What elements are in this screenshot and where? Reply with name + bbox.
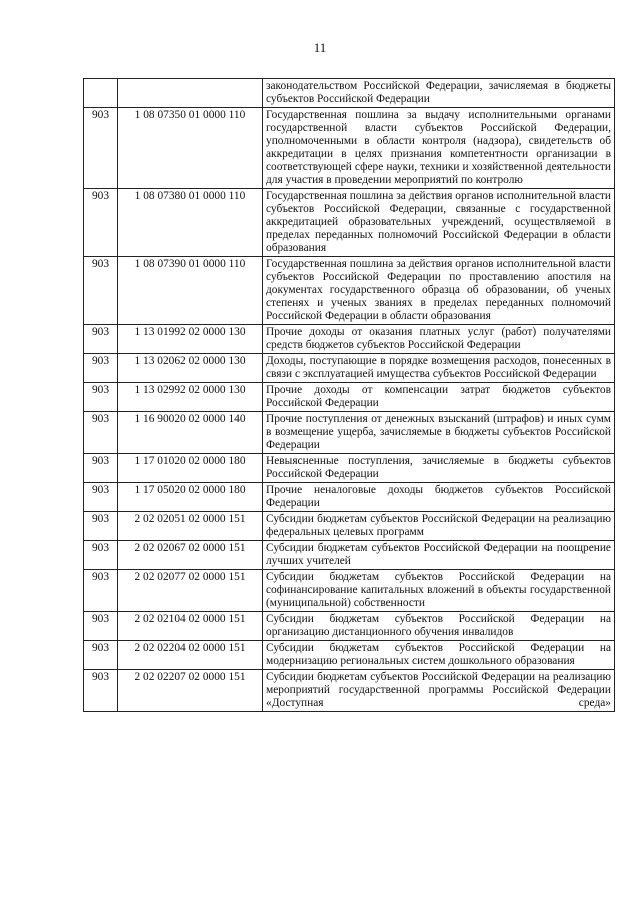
table-row bbox=[84, 570, 615, 612]
kbk-code-cell: 2 02 02207 02 0000 151 bbox=[118, 670, 263, 712]
admin-code-cell: 903 bbox=[84, 570, 118, 612]
table-row bbox=[84, 670, 615, 712]
admin-code-cell: 903 bbox=[84, 325, 118, 354]
kbk-code-cell: 1 17 05020 02 0000 180 bbox=[118, 483, 263, 512]
kbk-code-cell: 2 02 02104 02 0000 151 bbox=[118, 612, 263, 641]
description-cell: Субсидии бюджетам субъектов Российской Федерации на модернизацию региональных систем дошкольного образования bbox=[263, 641, 615, 670]
budget-revenue-table bbox=[83, 78, 615, 712]
description-cell: Государственная пошлина за выдачу исполнительными органами государственной власти субъектов Российской Федерации, уполномоченными в области контроля (надзора), свидетельств об аккредитации в целях признания компетентности организации в соответствующей сфере науки, техники и хозяйственной деятельности для участия в проведении мероприятий по контролю bbox=[263, 108, 615, 189]
admin-code-cell: 903 bbox=[84, 541, 118, 570]
description-cell: Субсидии бюджетам субъектов Российской Федерации на софинансирование капитальных вложений в объекты государственной (муниципальной) собственности bbox=[263, 570, 615, 612]
table-row bbox=[84, 108, 615, 189]
kbk-code-cell: 1 08 07390 01 0000 110 bbox=[118, 257, 263, 325]
description-cell: Прочие доходы от оказания платных услуг (работ) получателями средств бюджетов субъектов Российской Федерации bbox=[263, 325, 615, 354]
admin-code-cell: 903 bbox=[84, 383, 118, 412]
kbk-code-cell: 1 13 01992 02 0000 130 bbox=[118, 325, 263, 354]
kbk-code-cell: 1 16 90020 02 0000 140 bbox=[118, 412, 263, 454]
admin-code-cell: 903 bbox=[84, 354, 118, 383]
admin-code-cell: 903 bbox=[84, 512, 118, 541]
admin-code-cell: 903 bbox=[84, 641, 118, 670]
admin-code-cell bbox=[84, 79, 118, 108]
admin-code-cell: 903 bbox=[84, 257, 118, 325]
table-row bbox=[84, 257, 615, 325]
kbk-code-cell: 2 02 02051 02 0000 151 bbox=[118, 512, 263, 541]
admin-code-cell: 903 bbox=[84, 412, 118, 454]
table-row bbox=[84, 354, 615, 383]
table-row bbox=[84, 541, 615, 570]
kbk-code-cell: 2 02 02077 02 0000 151 bbox=[118, 570, 263, 612]
description-cell: Государственная пошлина за действия органов исполнительной власти субъектов Российской Федерации, связанные с государственной аккредитацией образовательных учреждений, осуществляемой в пределах переданных полномочий Российской Федерации в области образования bbox=[263, 189, 615, 257]
admin-code-cell: 903 bbox=[84, 612, 118, 641]
kbk-code-cell: 1 17 01020 02 0000 180 bbox=[118, 454, 263, 483]
table-row bbox=[84, 512, 615, 541]
kbk-code-cell: 2 02 02067 02 0000 151 bbox=[118, 541, 263, 570]
description-cell: Невыясненные поступления, зачисляемые в бюджеты субъектов Российской Федерации bbox=[263, 454, 615, 483]
table-body bbox=[84, 79, 615, 712]
description-cell: Прочие доходы от компенсации затрат бюджетов субъектов Российской Федерации bbox=[263, 383, 615, 412]
table-row bbox=[84, 454, 615, 483]
table-row bbox=[84, 483, 615, 512]
table-row bbox=[84, 412, 615, 454]
kbk-code-cell: 2 02 02204 02 0000 151 bbox=[118, 641, 263, 670]
description-cell: Государственная пошлина за действия органов исполнительной власти субъектов Российской Федерации по проставлению апостиля на документах государственного образца об образовании, об ученых степенях и ученых званиях в пределах переданных полномочий Российской Федерации в области образования bbox=[263, 257, 615, 325]
description-cell: Субсидии бюджетам субъектов Российской Федерации на поощрение лучших учителей bbox=[263, 541, 615, 570]
description-cell: Субсидии бюджетам субъектов Российской Федерации на реализацию мероприятий государственной программы Российской Федерации «Доступная среда» bbox=[263, 670, 615, 712]
admin-code-cell: 903 bbox=[84, 454, 118, 483]
description-cell: Доходы, поступающие в порядке возмещения расходов, понесенных в связи с эксплуатацией имущества субъектов Российской Федерации bbox=[263, 354, 615, 383]
table-row bbox=[84, 79, 615, 108]
kbk-code-cell: 1 13 02062 02 0000 130 bbox=[118, 354, 263, 383]
table-row bbox=[84, 641, 615, 670]
admin-code-cell: 903 bbox=[84, 108, 118, 189]
admin-code-cell: 903 bbox=[84, 483, 118, 512]
kbk-code-cell: 1 08 07380 01 0000 110 bbox=[118, 189, 263, 257]
table-row bbox=[84, 612, 615, 641]
table-row bbox=[84, 189, 615, 257]
kbk-code-cell bbox=[118, 79, 263, 108]
description-cell: законодательством Российской Федерации, зачисляемая в бюджеты субъектов Российской Федерации bbox=[263, 79, 615, 108]
description-cell: Субсидии бюджетам субъектов Российской Федерации на реализацию федеральных целевых программ bbox=[263, 512, 615, 541]
page-number: 11 bbox=[313, 40, 327, 55]
table-row bbox=[84, 383, 615, 412]
description-cell: Прочие поступления от денежных взысканий (штрафов) и иных сумм в возмещение ущерба, зачисляемые в бюджеты субъектов Российской Федерации bbox=[263, 412, 615, 454]
description-cell: Субсидии бюджетам субъектов Российской Федерации на организацию дистанционного обучения инвалидов bbox=[263, 612, 615, 641]
admin-code-cell: 903 bbox=[84, 189, 118, 257]
table-row bbox=[84, 325, 615, 354]
admin-code-cell: 903 bbox=[84, 670, 118, 712]
kbk-code-cell: 1 08 07350 01 0000 110 bbox=[118, 108, 263, 189]
description-cell: Прочие неналоговые доходы бюджетов субъектов Российской Федерации bbox=[263, 483, 615, 512]
kbk-code-cell: 1 13 02992 02 0000 130 bbox=[118, 383, 263, 412]
